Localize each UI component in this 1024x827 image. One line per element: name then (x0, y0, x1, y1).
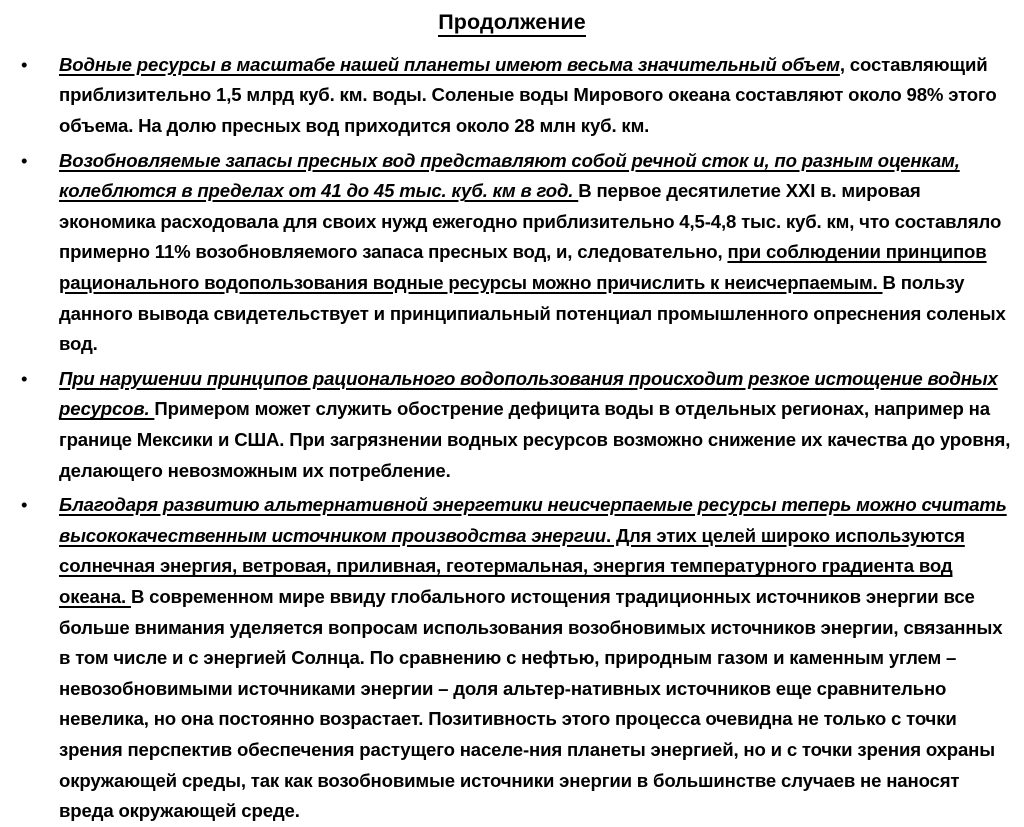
bullet-violation-principles (12, 364, 1012, 486)
bullet-marker-icon: • (21, 367, 28, 389)
page-title (0, 0, 1024, 36)
bullet-alternative-energy (12, 490, 1012, 827)
bullet-1-run-1: Водные ресурсы в масштабе нашей планеты имеют весьма значительный объем (59, 53, 840, 75)
bullet-4-run-2: . Для этих целей широко используются солнечная энергия, ветровая, приливная, геотермальная, энергия температурного градиента вод океана. (59, 524, 965, 607)
bullet-renewable-freshwater (12, 146, 1012, 360)
bullet-water-resources (12, 50, 1012, 142)
bullet-2-run-4: В пользу данного вывода свидетельствует и принципиальный потенциал промышленного опреснения соленых вод. (59, 272, 1006, 355)
bullet-1-run-2: , составляющий приблизительно 1,5 млрд куб. км. воды. Соленые воды Мирового океана составляют около 98% этого объема. На долю пресных вод приходится около 28 млн куб. км. (59, 53, 997, 137)
bullet-paragraph-1 (59, 50, 1012, 142)
bullet-3-run-2: Примером может служить обострение дефицита воды в отдельных регионах, например на границе Мексики и США. При загрязнении водных ресурсов возможно снижение их качества до уровня, делающего невозможным их потребление. (59, 398, 1011, 481)
bullet-3-run-1: При нарушении принципов рационального водопользования происходит резкое истощение водных ресурсов. (59, 367, 998, 420)
bullet-2-run-2: В первое десятилетие XXI в. мировая экономика расходовала для своих нужд ежегодно приблизительно 4,5-4,8 тыс. куб. км, что составляло примерно 11% возобновляемого запаса пресных вод, и, следовательно, (59, 180, 1002, 263)
bullet-paragraph-2 (59, 146, 1012, 360)
bullet-4-run-3: В современном мире ввиду глобального истощения традиционных источников энергии все больше внимания уделяется вопросам использования возобновимых источников энергии, связанных в том числе и с энергией Солнца. По сравнению с нефтью, природным газом и каменным углем – невозобновимыми источниками энергии – доля альтер-нативных источников еще сравнительно невелика, но она постоянно возрастает. Позитивность этого процесса очевидна не только с точки зрения перспектив обеспечения растущего населе-ния планеты энергией, но и с точки зрения охраны окружающей среды, так как возобновимые источники энергии в большинстве случаев не наносят вреда окружающей среде. (59, 585, 1003, 822)
bullet-marker-icon: • (21, 53, 28, 75)
bullet-paragraph-3 (59, 364, 1012, 486)
content-body (0, 36, 1024, 827)
bullet-2-run-3: при соблюдении принципов рационального водопользования водные ресурсы можно причислить к неисчерпаемым. (59, 241, 987, 294)
bullet-marker-icon: • (21, 149, 28, 171)
bullet-2-run-1: Возобновляемые запасы пресных вод представляют собой речной сток и, по разным оценкам, колеблются в пределах от 41 до 45 тыс. куб. км в год. (59, 149, 960, 202)
bullet-marker-icon: • (21, 494, 28, 516)
bullet-4-run-1: Благодаря развитию альтернативной энергетики неисчерпаемые ресурсы теперь можно считать высококачественным источником производства энергии (59, 494, 1007, 546)
bullet-paragraph-4 (59, 490, 1012, 827)
page-title-text: Продолжение (438, 10, 586, 37)
